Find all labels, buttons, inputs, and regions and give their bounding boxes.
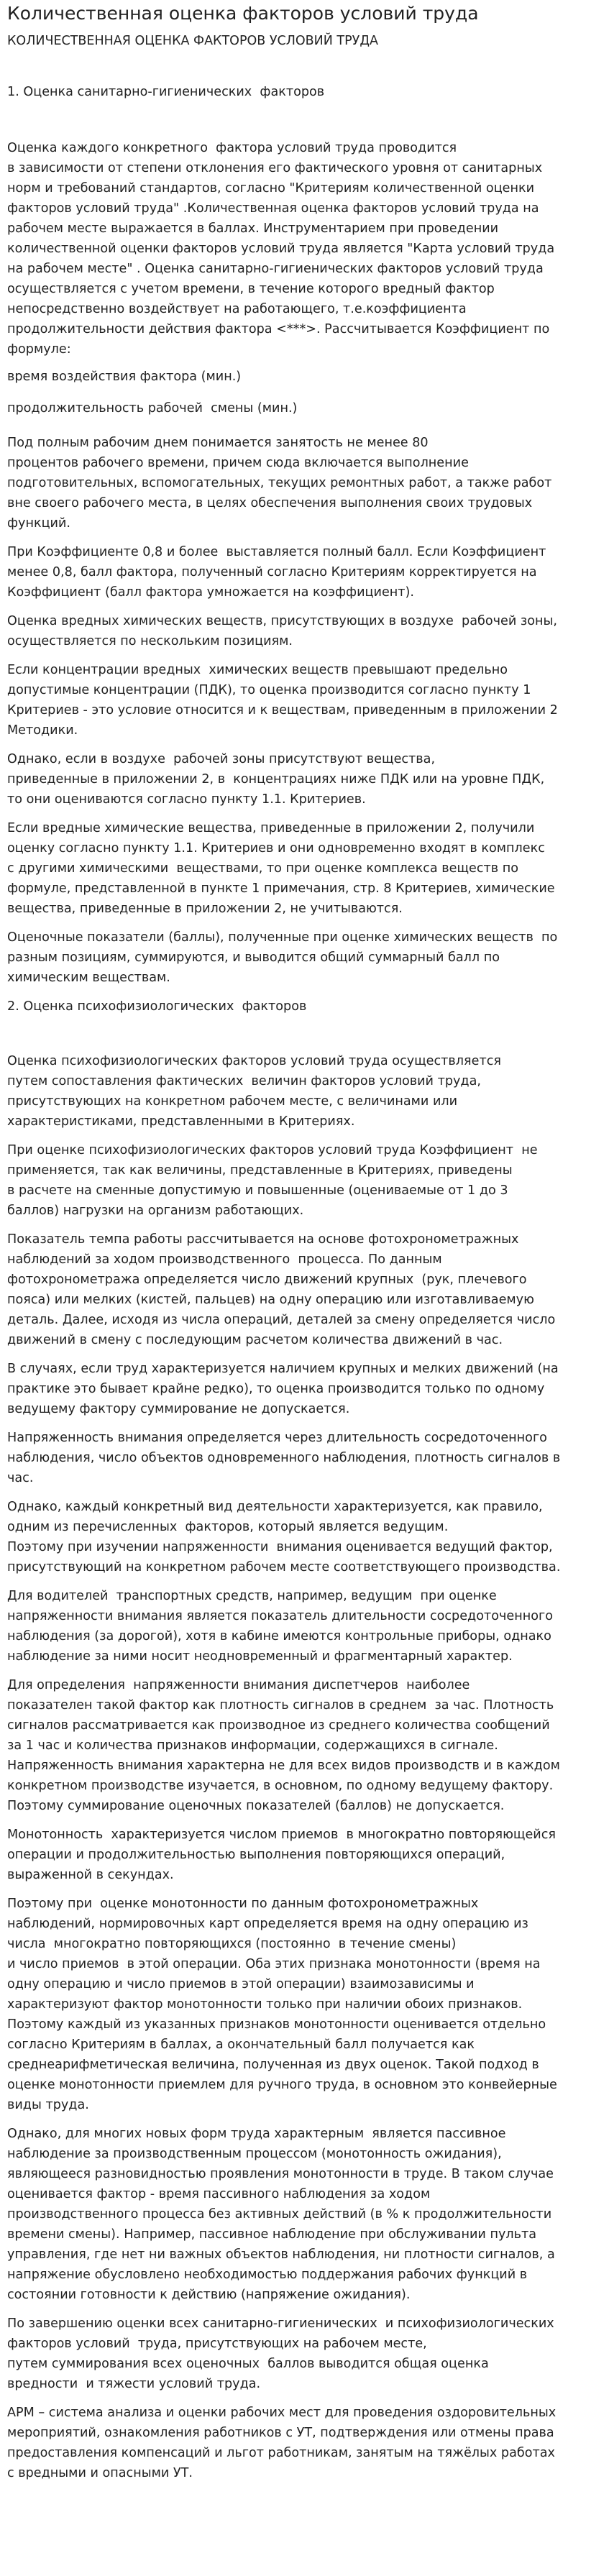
paragraph: Однако, для многих новых форм труда характерным является пассивное наблюдение за производственным процессом (монотонность ожидания), являющееся разновидностью проявления монотонности в труде. В таком случае оценивается фактор - время пассивного наблюдения за ходом производственного процесса без активных действий (в % к продолжительности времени смены). Например, пассивное наблюдение при обслуживании пульта управления, где нет ни важных объектов наблюдения, ни плотности сигналов, а напряжение обусловлено необходимостью поддержания рабочих функций в состоянии готовности к действию (напряжение ожидания). [7,2127,555,2302]
paragraph: Если вредные химические вещества, приведенные в приложении 2, получили оценку согласно пункту 1.1. Критериев и они одновременно входят в комплекс с другими химическими веществами, то при оценке комплекса веществ по формуле, представленной в пункте 1 примечания, стр. 8 Критериев, химические вещества, приведенные в приложении 2, не учитываются. [7,821,555,916]
page-title: Количественная оценка факторов условий труда [7,3,479,24]
paragraph: Однако, если в воздухе рабочей зоны присутствуют вещества, приведенные в приложении 2, в концентрациях ниже ПДК или на уровне ПДК, то они оцениваются согласно пункту 1.1. Критериев. [7,752,545,807]
paragraph: Под полным рабочим днем понимается занятость не менее 80 процентов рабочего времени, причем сюда включается выполнение подготовительных, вспомогательных, текущих ремонтных работ, а также работ вне своего рабочего места, в целях обеспечения выполнения своих трудовых функций. [7,436,552,531]
section-heading: 1. Оценка санитарно-гигиенических факторов [7,85,325,99]
paragraph: Оценка психофизиологических факторов условий труда осуществляется путем сопоставления фактических величин факторов условий труда, присутствующих на конкретном рабочем месте, с величинами или характеристиками, представленными в Критериях. [7,1054,501,1129]
paragraph: Если концентрации вредных химических веществ превышают предельно допустимые концентрации (ПДК), то оценка производится согласно пункту 1 Критериев - это условие относится и к веществам, приведенным в приложении 2 Методики. [7,663,558,738]
paragraph: При Коэффициенте 0,8 и более выставляется полный балл. Если Коэффициент менее 0,8, балл фактора, полученный согласно Критериям корректируется на Коэффициент (балл фактора умножается на коэффициент). [7,545,546,600]
paragraph: Монотонность характеризуется числом приемов в многократно повторяющейся операции и продолжительностью выполнения повторяющихся операций, выраженной в секундах. [7,1828,556,1882]
document-body [7,82,602,2483]
paragraph: При оценке психофизиологических факторов условий труда Коэффициент не применяется, так как величины, представленные в Критериях, приведены в расчете на сменные допустимую и повышенные (оцениваемые от 1 до 3 баллов) нагрузки на организм работающих. [7,1143,538,1218]
paragraph: Для определения напряженности внимания диспетчеров наиболее показателен такой фактор как плотность сигналов в среднем за час. Плотность сигналов рассматривается как производное из среднего количества сообщений за 1 час и количества признаков информации, содержащихся в сигнале. Напряженность внимания характерна не для всех видов производств и в каждом конкретном производстве изучается, в основном, по одному ведущему фактору. Поэтому суммирование оценочных показателей (баллов) не допускается. [7,1678,560,1813]
formula-numerator: время воздействия фактора (мин.) [7,370,242,384]
page-subtitle: КОЛИЧЕСТВЕННАЯ ОЦЕНКА ФАКТОРОВ УСЛОВИЙ ТРУДА [7,34,378,48]
paragraph: Для водителей транспортных средств, например, ведущим при оценке напряженности внимания является показатель длительности сосредоточенного наблюдения (за дорогой), хотя в кабине имеются контрольные приборы, однако наблюдение за ними носит неодновременный и фрагментарный характер. [7,1589,553,1664]
paragraph: Оценка вредных химических веществ, присутствующих в воздухе рабочей зоны, осуществляется по нескольким позициям. [7,614,557,648]
paragraph: АРМ – система анализа и оценки рабочих мест для проведения оздоровительных мероприятий, ознакомления работников с УТ, подтверждения или отмены права предоставления компенсаций и льгот работникам, занятым на тяжёлых работах с вредными и опасными УТ. [7,2406,557,2480]
paragraph: По завершению оценки всех санитарно-гигиенических и психофизиологических факторов условий труда, присутствующих на рабочем месте, путем суммирования всех оценочных баллов выводится общая оценка вредности и тяжести условий труда. [7,2316,554,2391]
paragraph: В случаях, если труд характеризуется наличием крупных и мелких движений (на практике это бывает крайне редко), то оценка производится только по одному ведущему фактору суммирование не допускается. [7,1362,559,1416]
paragraph: Показатель темпа работы рассчитывается на основе фотохронометражных наблюдений за ходом производственного процесса. По данным фотохронометража определяется число движений крупных (рук, плечевого пояса) или мелких (кистей, пальцев) на одну операцию или изготавливаемую деталь. Далее, исходя из числа операций, деталей за смену определяется число движений в смену с последующим расчетом количества движений в час. [7,1232,556,1347]
formula-denominator: продолжительность рабочей смены (мин.) [7,401,298,416]
paragraph: Оценка каждого конкретного фактора условий труда проводится в зависимости от степени отклонения его фактического уровня от санитарных норм и требований стандартов, согласно "Критериям количественной оценки факторов условий труда" .Количественная оценка факторов условий труда на рабочем месте выражается в баллах. Инструментарием при проведении количественной оценки факторов условий труда является "Карта условий труда на рабочем месте" . Оценка санитарно-гигиенических факторов условий труда осуществляется с учетом времени, в течение которого вредный фактор непосредственно воздействует на работающего, т.е.коэффициента продолжительности действия фактора <***>. Рассчитывается Коэффициент по формуле: [7,141,555,357]
paragraph: Напряженность внимания определяется через длительность сосредоточенного наблюдения, число объектов одновременного наблюдения, плотность сигналов в час. [7,1431,561,1485]
section-heading: 2. Оценка психофизиологических факторов [7,999,307,1014]
paragraph: Поэтому при оценке монотонности по данным фотохронометражных наблюдений, нормировочных карт определяется время на одну операцию из числа многократно повторяющихся (постоянно в течение смены) и число приемов в этой операции. Оба этих признака монотонности (время на одну операцию и число приемов в этой операции) взаимозависимы и характеризуют фактор монотонности только при наличии обоих признаков. Поэтому каждый из указанных признаков монотонности оценивается отдельно согласно Критериям в баллах, а окончательный балл получается как среднеарифметическая величина, полученная из двух оценок. Такой подход в оценке монотонности приемлем для ручного труда, в основном это конвейерные виды труда. [7,1897,557,2112]
paragraph: Однако, каждый конкретный вид деятельности характеризуется, как правило, одним из перечисленных факторов, который является ведущим. Поэтому при изучении напряженности внимания оценивается ведущий фактор, присутствующий на конкретном рабочем месте соответствующего производства. [7,1500,561,1575]
paragraph: Оценочные показатели (баллы), полученные при оценке химических веществ по разным позициям, суммируются, и выводится общий суммарный балл по химическим веществам. [7,930,558,985]
